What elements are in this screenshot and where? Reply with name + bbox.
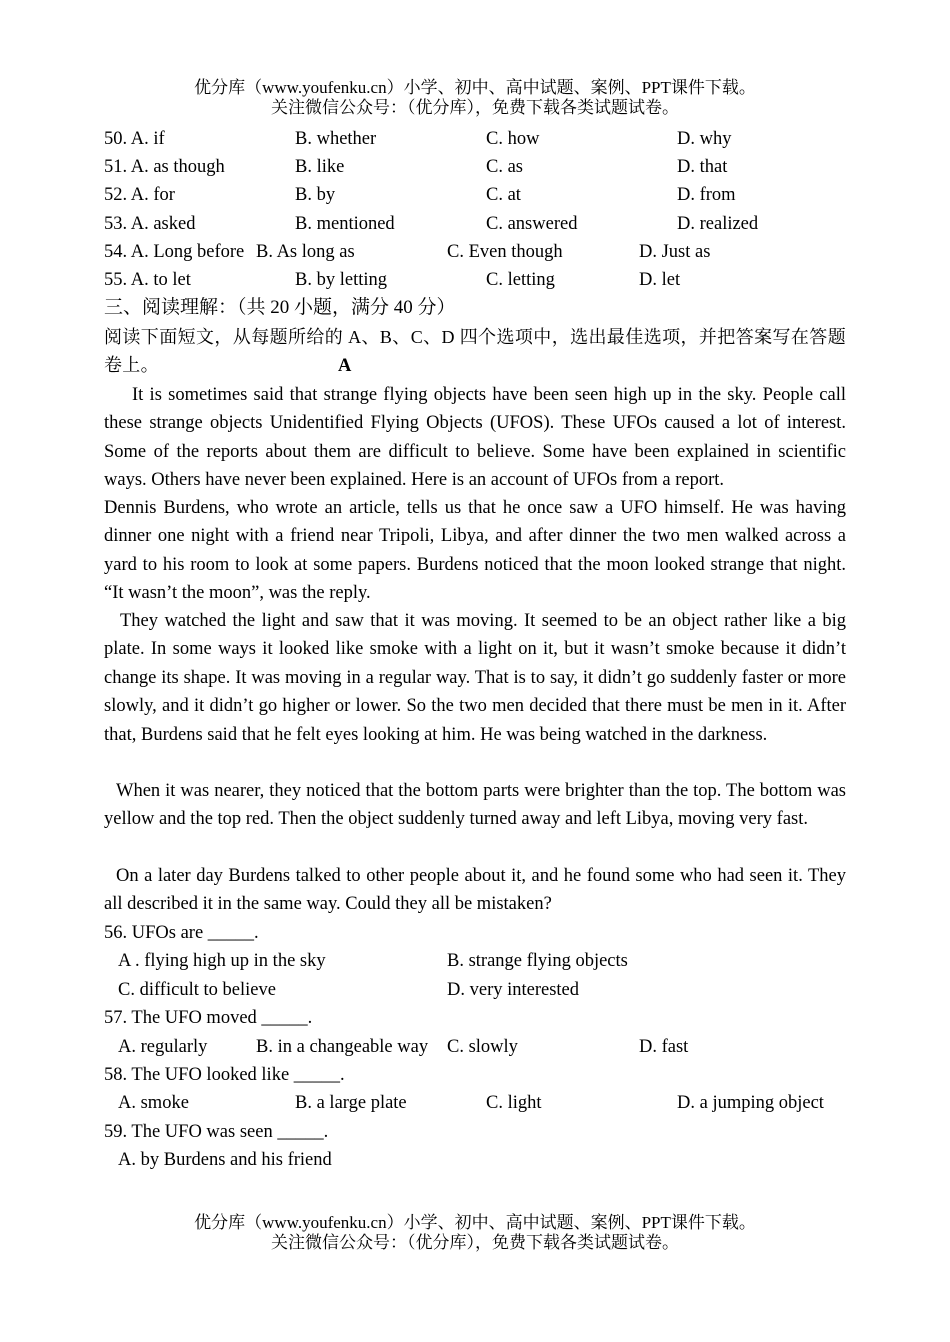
q51-c: C. as bbox=[486, 157, 523, 177]
q51-d: D. that bbox=[677, 157, 728, 177]
q58-option-b: B. a large plate bbox=[295, 1093, 407, 1113]
q50-d: D. why bbox=[677, 129, 732, 149]
q51-b: B. like bbox=[295, 157, 345, 177]
q50-c: C. how bbox=[486, 129, 540, 149]
passage-paragraph-4: When it was nearer, they noticed that the bottom parts were brighter than the top. The bottom was yellow and the top red. Then the object suddenly turned away and left Libya, moving very fast. bbox=[104, 781, 846, 830]
q50-b: B. whether bbox=[295, 129, 377, 149]
q52-b: B. by bbox=[295, 185, 336, 205]
footer-line-1: 优分库（www.youfenku.cn）小学、初中、高中试题、案例、PPT课件下载。 bbox=[194, 1213, 756, 1232]
q52-c: C. at bbox=[486, 185, 521, 205]
q50-a: 50. A. if bbox=[104, 129, 165, 149]
q58-stem: 58. The UFO looked like _____. bbox=[104, 1065, 345, 1085]
q57-stem: 57. The UFO moved _____. bbox=[104, 1008, 313, 1028]
q52-d: D. from bbox=[677, 185, 736, 205]
q54-a: 54. A. Long before bbox=[104, 242, 245, 262]
q53-d: D. realized bbox=[677, 214, 759, 234]
q58-option-d: D. a jumping object bbox=[677, 1093, 824, 1113]
q59-option-a: A. by Burdens and his friend bbox=[118, 1150, 332, 1170]
passage-paragraph-2: Dennis Burdens, who wrote an article, tells us that he once saw a UFO himself. He was having dinner one night with a friend near Tripoli, Libya, and after dinner the two men walked across a yard to his room to look at some papers. Burdens noticed that the moon looked strange that night. “It wasn’t the moon”, was the reply. bbox=[104, 498, 846, 604]
passage-paragraph-3: They watched the light and saw that it was moving. It seemed to be an object rather like a big plate. In some ways it looked like smoke with a light on it, but it wasn’t smoke because it didn’t change its shape. It was moving in a regular way. That is to say, it didn’t go suddenly faster or more slowly, and it didn’t go higher or lower. So the two men decided that there must be men in it. After that, Burdens said that he felt eyes looking at him. He was being watched in the darkness. bbox=[104, 611, 846, 745]
section-title: 三、阅读理解：（共 20 小题，满分 40 分） bbox=[104, 297, 456, 318]
q53-b: B. mentioned bbox=[295, 214, 395, 234]
q55-c: C. letting bbox=[486, 270, 555, 290]
q54-c: C. Even though bbox=[447, 242, 563, 262]
passage-paragraph-5: On a later day Burdens talked to other people about it, and he found some who had seen it. They all described it in the same way. Could they all be mistaken? bbox=[104, 866, 846, 915]
section-instruction: 阅读下面短文，从每题所给的 A、B、C、D 四个选项中，选出最佳选项，并把答案写在答题卷上。 bbox=[104, 327, 846, 376]
q57-option-d: D. fast bbox=[639, 1037, 689, 1057]
q56-option-c: C. difficult to believe bbox=[118, 980, 276, 1000]
q58-option-a: A. smoke bbox=[118, 1093, 189, 1113]
footer-line-2: 关注微信公众号：（优分库），免费下载各类试题试卷。 bbox=[271, 1233, 679, 1252]
header-line-2: 关注微信公众号：（优分库），免费下载各类试题试卷。 bbox=[271, 98, 679, 117]
q56-stem: 56. UFOs are _____. bbox=[104, 923, 259, 943]
q55-a: 55. A. to let bbox=[104, 270, 191, 290]
q56-option-d: D. very interested bbox=[447, 980, 580, 1000]
q55-d: D. let bbox=[639, 270, 681, 290]
q53-c: C. answered bbox=[486, 214, 578, 234]
q56-option-b: B. strange flying objects bbox=[447, 951, 628, 971]
q53-a: 53. A. asked bbox=[104, 214, 196, 234]
q55-b: B. by letting bbox=[295, 270, 387, 290]
q57-option-a: A. regularly bbox=[118, 1037, 208, 1057]
q54-b: B. As long as bbox=[256, 242, 355, 262]
q59-stem: 59. The UFO was seen _____. bbox=[104, 1122, 329, 1142]
passage-label: A bbox=[338, 356, 352, 376]
header-line-1: 优分库（www.youfenku.cn）小学、初中、高中试题、案例、PPT课件下载。 bbox=[194, 78, 756, 97]
q51-a: 51. A. as though bbox=[104, 157, 225, 177]
passage-paragraph-1: It is sometimes said that strange flying objects have been seen high up in the sky. People call these strange objects Unidentified Flying Objects (UFOS). These UFOs caused a lot of interest. Some of the reports about them are difficult to believe. Some have been explained in scientific ways. Others have never been explained. Here is an account of UFOs from a report. bbox=[104, 385, 846, 491]
q57-option-c: C. slowly bbox=[447, 1037, 518, 1057]
q56-option-a: A . flying high up in the sky bbox=[118, 951, 326, 971]
q54-d: D. Just as bbox=[639, 242, 711, 262]
q57-option-b: B. in a changeable way bbox=[256, 1037, 429, 1057]
q58-option-c: C. light bbox=[486, 1093, 542, 1113]
q52-a: 52. A. for bbox=[104, 185, 175, 205]
